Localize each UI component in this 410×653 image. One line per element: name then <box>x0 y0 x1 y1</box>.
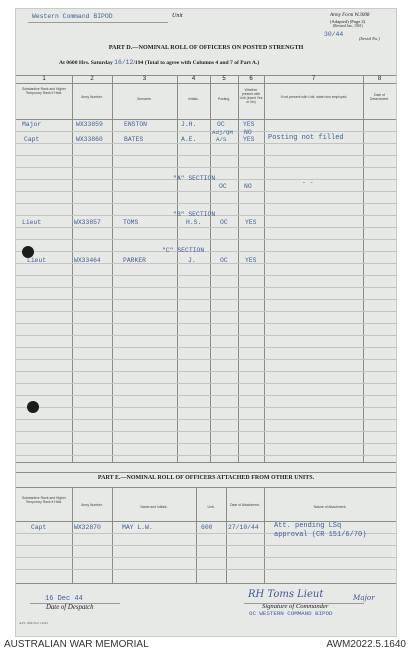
section-a-present: NO <box>244 183 252 190</box>
col-header-rank: Substantive Rank and Higher Temporary Rank if Held. <box>21 87 67 95</box>
roll-date: 16/12 <box>114 59 134 66</box>
despatch-date-label: Date of Despatch <box>46 604 94 611</box>
e-col-header-army-number: Army Number. <box>81 503 103 507</box>
e-col-header-nature: Nature of Attachment. <box>313 505 347 509</box>
e-row-1-number: WX32870 <box>74 524 101 531</box>
section-c-initials: J. <box>188 257 196 264</box>
commander-rank: Major <box>353 593 375 602</box>
army-form-page <box>15 8 397 637</box>
section-a-posting: OC <box>219 183 227 190</box>
section-b-surname: TOMS <box>123 219 139 226</box>
col-header-posting: Posting. <box>217 97 231 101</box>
col-number-3: 3 <box>142 76 147 82</box>
table-bottom-border <box>16 462 396 463</box>
col-number-1: 1 <box>42 76 46 82</box>
e-row-1-nature-line2: approval (CR 151/6/70) <box>274 531 367 539</box>
table-row-1-present: YES <box>243 121 255 128</box>
table-row-1-surname: ENSTON <box>124 121 148 128</box>
col-header-army-number: Army Number. <box>81 95 103 99</box>
roll-at-line: At 0600 Hrs. Saturday 16/12/194 (Total to agree with Columns 4 and 7 of Part A.) <box>59 59 260 66</box>
form-adapted: (Adapted) (Page 2) <box>330 19 366 24</box>
commander-label: Signature of Commander <box>262 603 329 610</box>
form-number: Army Form W.3008 <box>330 13 370 18</box>
section-c-posting: OC <box>220 257 228 264</box>
col-header-employed: If not present with Unit, state how employed. <box>280 95 348 99</box>
e-col-header-rank: Substantive Rank and Higher Temporary Rank if Held. <box>21 496 67 504</box>
col-number-2: 2 <box>90 76 94 82</box>
unit-label: Unit <box>172 13 183 19</box>
e-row-1-name: MAY L.W. <box>122 524 153 531</box>
table-row-3-employed: Posting not filled <box>268 134 344 142</box>
e-row-1-nature-line1: Att. pending LSq <box>274 522 342 530</box>
col-number-6: 6 <box>249 76 253 82</box>
e-row-1-date: 27/10/44 <box>228 524 259 531</box>
unit-value: Western Command BIPOD <box>32 13 113 20</box>
commander-signature: RH Toms Lieut <box>248 589 324 600</box>
col-header-present: Whether present with Unit (insert Yes or No) <box>239 88 263 104</box>
commander-unit-line: OC WESTERN COMMAND BIPOD <box>249 610 333 617</box>
table-row-1-rank: Major <box>22 121 42 128</box>
e-col-header-date: Date of Attachment. <box>230 503 260 507</box>
section-c-rank: Lieut <box>27 257 47 264</box>
table-row-1-initials: J.H. <box>181 121 197 128</box>
part-e-title: PART E.—NOMINAL ROLL OF OFFICERS ATTACHED FROM OTHER UNITS. <box>97 475 315 481</box>
table-row-1-number: WX33859 <box>76 121 103 128</box>
col-number-7: 7 <box>311 76 316 82</box>
archive-footer <box>0 637 410 653</box>
table-row-1-posting: OC <box>217 121 225 128</box>
part-d-title: PART D.—NOMINAL ROLL OF OFFICERS ON POSTED STRENGTH <box>108 44 304 51</box>
table-row-3-rank: Capt <box>24 136 40 143</box>
serial-label: (Serial No.) <box>359 36 380 41</box>
col-header-date: Date of Detachment. <box>369 93 390 101</box>
section-b-initials: H.S. <box>186 219 202 226</box>
table-row-3-initials: A.E. <box>181 136 197 143</box>
table-row-3-present: YES <box>243 136 255 143</box>
section-b-rank: Lieut <box>22 219 42 226</box>
col-header-initials: Initials. <box>188 97 199 101</box>
section-c-label: "C" SECTION <box>162 247 205 254</box>
section-b-label: "B" SECTION <box>173 211 216 218</box>
col-number-5: 5 <box>222 76 226 82</box>
e-col-header-name: Name and Initials. <box>140 505 168 509</box>
table-row-2-present: NO <box>244 129 252 136</box>
print-code: A.H. 19th Nov 10/43 <box>19 621 48 625</box>
table-row-2-posting: Adj/QM <box>212 129 233 136</box>
section-c-present: YES <box>245 257 257 264</box>
section-a-label: "A" SECTION <box>173 175 216 182</box>
punch-hole <box>27 401 39 413</box>
table-row-3-posting: A/S <box>216 136 227 143</box>
e-row-1-rank: Capt <box>31 524 47 531</box>
archive-reference: AWM2022.5.1640 <box>326 639 406 650</box>
e-row-1-unit: 600 <box>201 524 213 531</box>
form-revised: (Revised Jan., 1941) <box>333 24 363 28</box>
section-b-present: YES <box>245 219 257 226</box>
col-number-8: 8 <box>377 76 382 82</box>
col-number-4: 4 <box>191 76 196 82</box>
table-row-3-number: WX33860 <box>76 136 103 143</box>
e-col-header-unit: Unit. <box>207 505 215 509</box>
section-c-number: WX33464 <box>74 257 101 264</box>
punch-hole <box>22 246 34 258</box>
section-b-number: WX33857 <box>74 219 101 226</box>
section-a-employed: - - <box>302 179 314 186</box>
section-c-surname: PARKER <box>123 257 147 264</box>
col-header-surname: Surname. <box>137 97 152 101</box>
archive-credit: AUSTRALIAN WAR MEMORIAL <box>4 639 149 650</box>
table-row-3-surname: BATES <box>124 136 144 143</box>
section-b-posting: OC <box>220 219 228 226</box>
despatch-date-value: 16 Dec 44 <box>45 595 83 603</box>
serial-value: 30/44 <box>324 31 344 38</box>
